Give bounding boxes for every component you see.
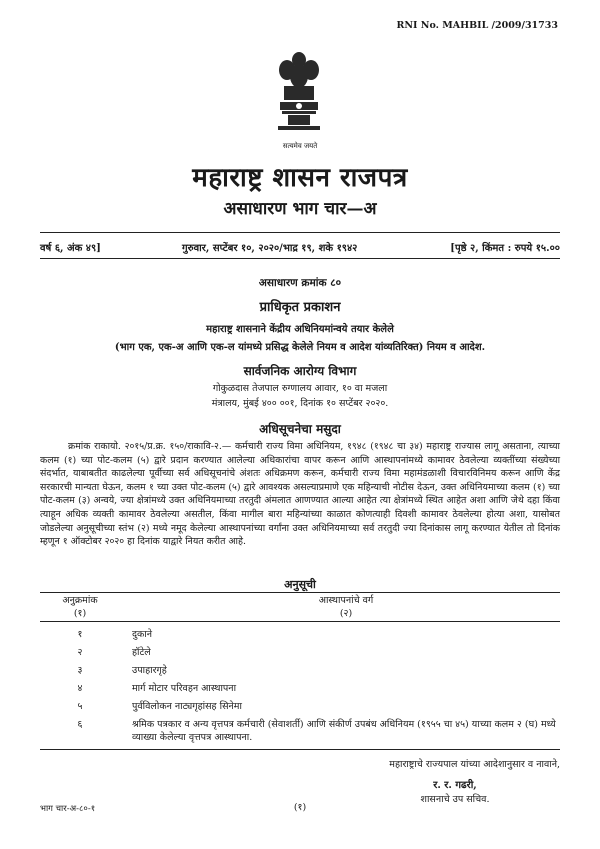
- notification-body: क्रमांक राकायो. २०१५/प्र.क्र. १५०/राकावि-२.— कर्मचारी राज्य विमा अधिनियम, १९४८ (१९४८ चा ३४) महाराष्ट्र राज्यास लागू असताना, त्याच्या कलम (१) च्या पोट-कलम (५) द्वारे प्रदान करण्यात आलेल्या अधिकारांचा वापर करून आणि आस्थापनांमध्ये कामावर ठेवलेल्या व्यक्तींच्या संख्येच्या संदर्भात, याबाबतीत काढलेल्या पूर्वीच्या सर्व अधिसूचनांचे अंशतः अधिक्रमण करून, कर्मचारी राज्य विमा महामंडळाशी विचारविनिमय करून आणि केंद्र सरकारची मान्यता घेऊन, कलम १ च्या उक्त पोट-कलम (५) द्वारे आवश्यक असल्याप्रमाणे एक महिन्याची नोटीस देऊन, उक्त अधिनियमाच्या कलम (१) च्या पोट-कलम (३) अन्वये, ज्या क्षेत्रांमध्ये उक्त अधिनियमाच्या तरतुदी अंमलात आणण्यात आल्या आहेत त्या क्षेत्रांमध्ये स्थित आहेत अशा आणि जेथे दहा किंवा त्याहून अधिक व्यक्ती कामावर ठेवलेल्या असतील, किंवा मागील बारा महिन्यांच्या काळात कोणत्याही दिवशी कामावर ठेवलेल्या होत्या अशा, यासोबत जोडलेल्या अनुसूचीच्या स्तंभ (२) मध्ये नमूद केलेल्या आस्थापनांच्या वर्गांना उक्त अधिनियमाच्या सर्व तरतुदी ज्या दिनांकास लागू करण्यात येतील तो दिनांक म्हणून १ ऑक्टोबर २०२० हा दिनांक याद्वारे नियत करीत आहे.: [40, 441, 560, 548]
- col-serial-label: अनुक्रमांक: [62, 595, 98, 606]
- row-serial: १: [77, 629, 83, 640]
- gazette-title: महाराष्ट्र शासन राजपत्र: [192, 163, 408, 193]
- row-serial: ६: [77, 719, 83, 730]
- extraordinary-issue-number: असाधारण क्रमांक ८०: [258, 277, 342, 289]
- schedule-table: [40, 592, 560, 750]
- page-number: (१): [293, 802, 307, 813]
- row-description: उपाहारगृहे: [132, 665, 167, 676]
- footer-reference: भाग चार-अ-८०-१: [40, 804, 96, 814]
- department-address-2: मंत्रालय, मुंबई ४०० ००१, दिनांक १० सप्टेंबर २०२०.: [211, 398, 389, 409]
- issue-date: गुरुवार, सप्टेंबर १०, २०२०/भाद्र १९, शके १९४२: [182, 243, 358, 254]
- row-description: श्रमिक पत्रकार व अन्य वृत्तपत्र कर्मचारी (सेवाशर्ती) आणि संकीर्ण उपबंध अधिनियम (१९५५ चा ४५) याच्या कलम २ (घ) मध्ये व्याख्या केलेल्या वृत्तपत्र आस्थापना.: [132, 719, 556, 743]
- row-serial: ५: [77, 701, 83, 712]
- table-row: [40, 715, 560, 746]
- governor-order-line: महाराष्ट्राचे राज्यपाल यांच्या आदेशानुसार व नावाने,: [389, 759, 560, 770]
- row-description: हॉटेले: [132, 647, 151, 658]
- signatory-designation: शासनाचे उप सचिव.: [420, 794, 490, 805]
- col-class-label: आस्थापनांचे वर्ग: [318, 595, 374, 606]
- row-serial: ३: [77, 665, 83, 676]
- intro-line-2: (भाग एक, एक-अ आणि एक-ल यांमध्ये प्रसिद्ध केलेले नियम व आदेश यांव्यतिरिक्त) नियम व आदेश.: [114, 342, 486, 353]
- intro-line-1: महाराष्ट्र शासनाने केंद्रीय अधिनियमांन्वये तयार केलेले: [206, 324, 394, 335]
- volume-number: वर्ष ६, अंक ४९]: [40, 243, 101, 254]
- pages-price: [पृष्ठे २, किंमत : रुपये १५.००: [450, 243, 560, 254]
- row-description: दुकाने: [132, 629, 153, 640]
- row-description: पुर्वविलोकन नाट्यगृहांसह सिनेमा: [132, 701, 242, 712]
- department-address-1: गोकुळदास तेजपाल रुग्णालय आवार, १० वा मजला: [212, 383, 388, 394]
- table-bottom-rule: [40, 749, 560, 750]
- row-serial: ४: [77, 683, 83, 694]
- col-serial-header: [40, 594, 120, 620]
- emblem-motto: सत्यमेव जयते: [282, 142, 318, 150]
- col-class-number: (२): [339, 608, 353, 619]
- table-row: [40, 697, 560, 715]
- schedule-header-row: [40, 592, 560, 622]
- table-row: [40, 679, 560, 697]
- col-class-header: [132, 594, 560, 620]
- table-row: [40, 625, 560, 643]
- publication-heading: प्राधिकृत प्रकाशन: [259, 300, 341, 315]
- notification-title: अधिसूचनेचा मसुदा: [259, 422, 341, 436]
- department-name: सार्वजनिक आरोग्य विभाग: [243, 364, 357, 378]
- gazette-subtitle: असाधारण भाग चार—अ: [223, 199, 377, 219]
- schedule-title: अनुसूची: [284, 578, 316, 591]
- row-serial: २: [77, 647, 83, 658]
- row-description: मार्ग मोटार परिवहन आस्थापना: [132, 683, 237, 694]
- table-row: [40, 643, 560, 661]
- signatory-name: र. र. गढरी,: [433, 780, 477, 791]
- table-row: [40, 661, 560, 679]
- rni-number: RNI No. MAHBIL /2009/31733: [396, 20, 558, 31]
- header-rule-top: [40, 232, 560, 233]
- state-emblem: [270, 48, 328, 148]
- header-rule-bottom: [40, 258, 560, 259]
- col-serial-number: (१): [73, 608, 87, 619]
